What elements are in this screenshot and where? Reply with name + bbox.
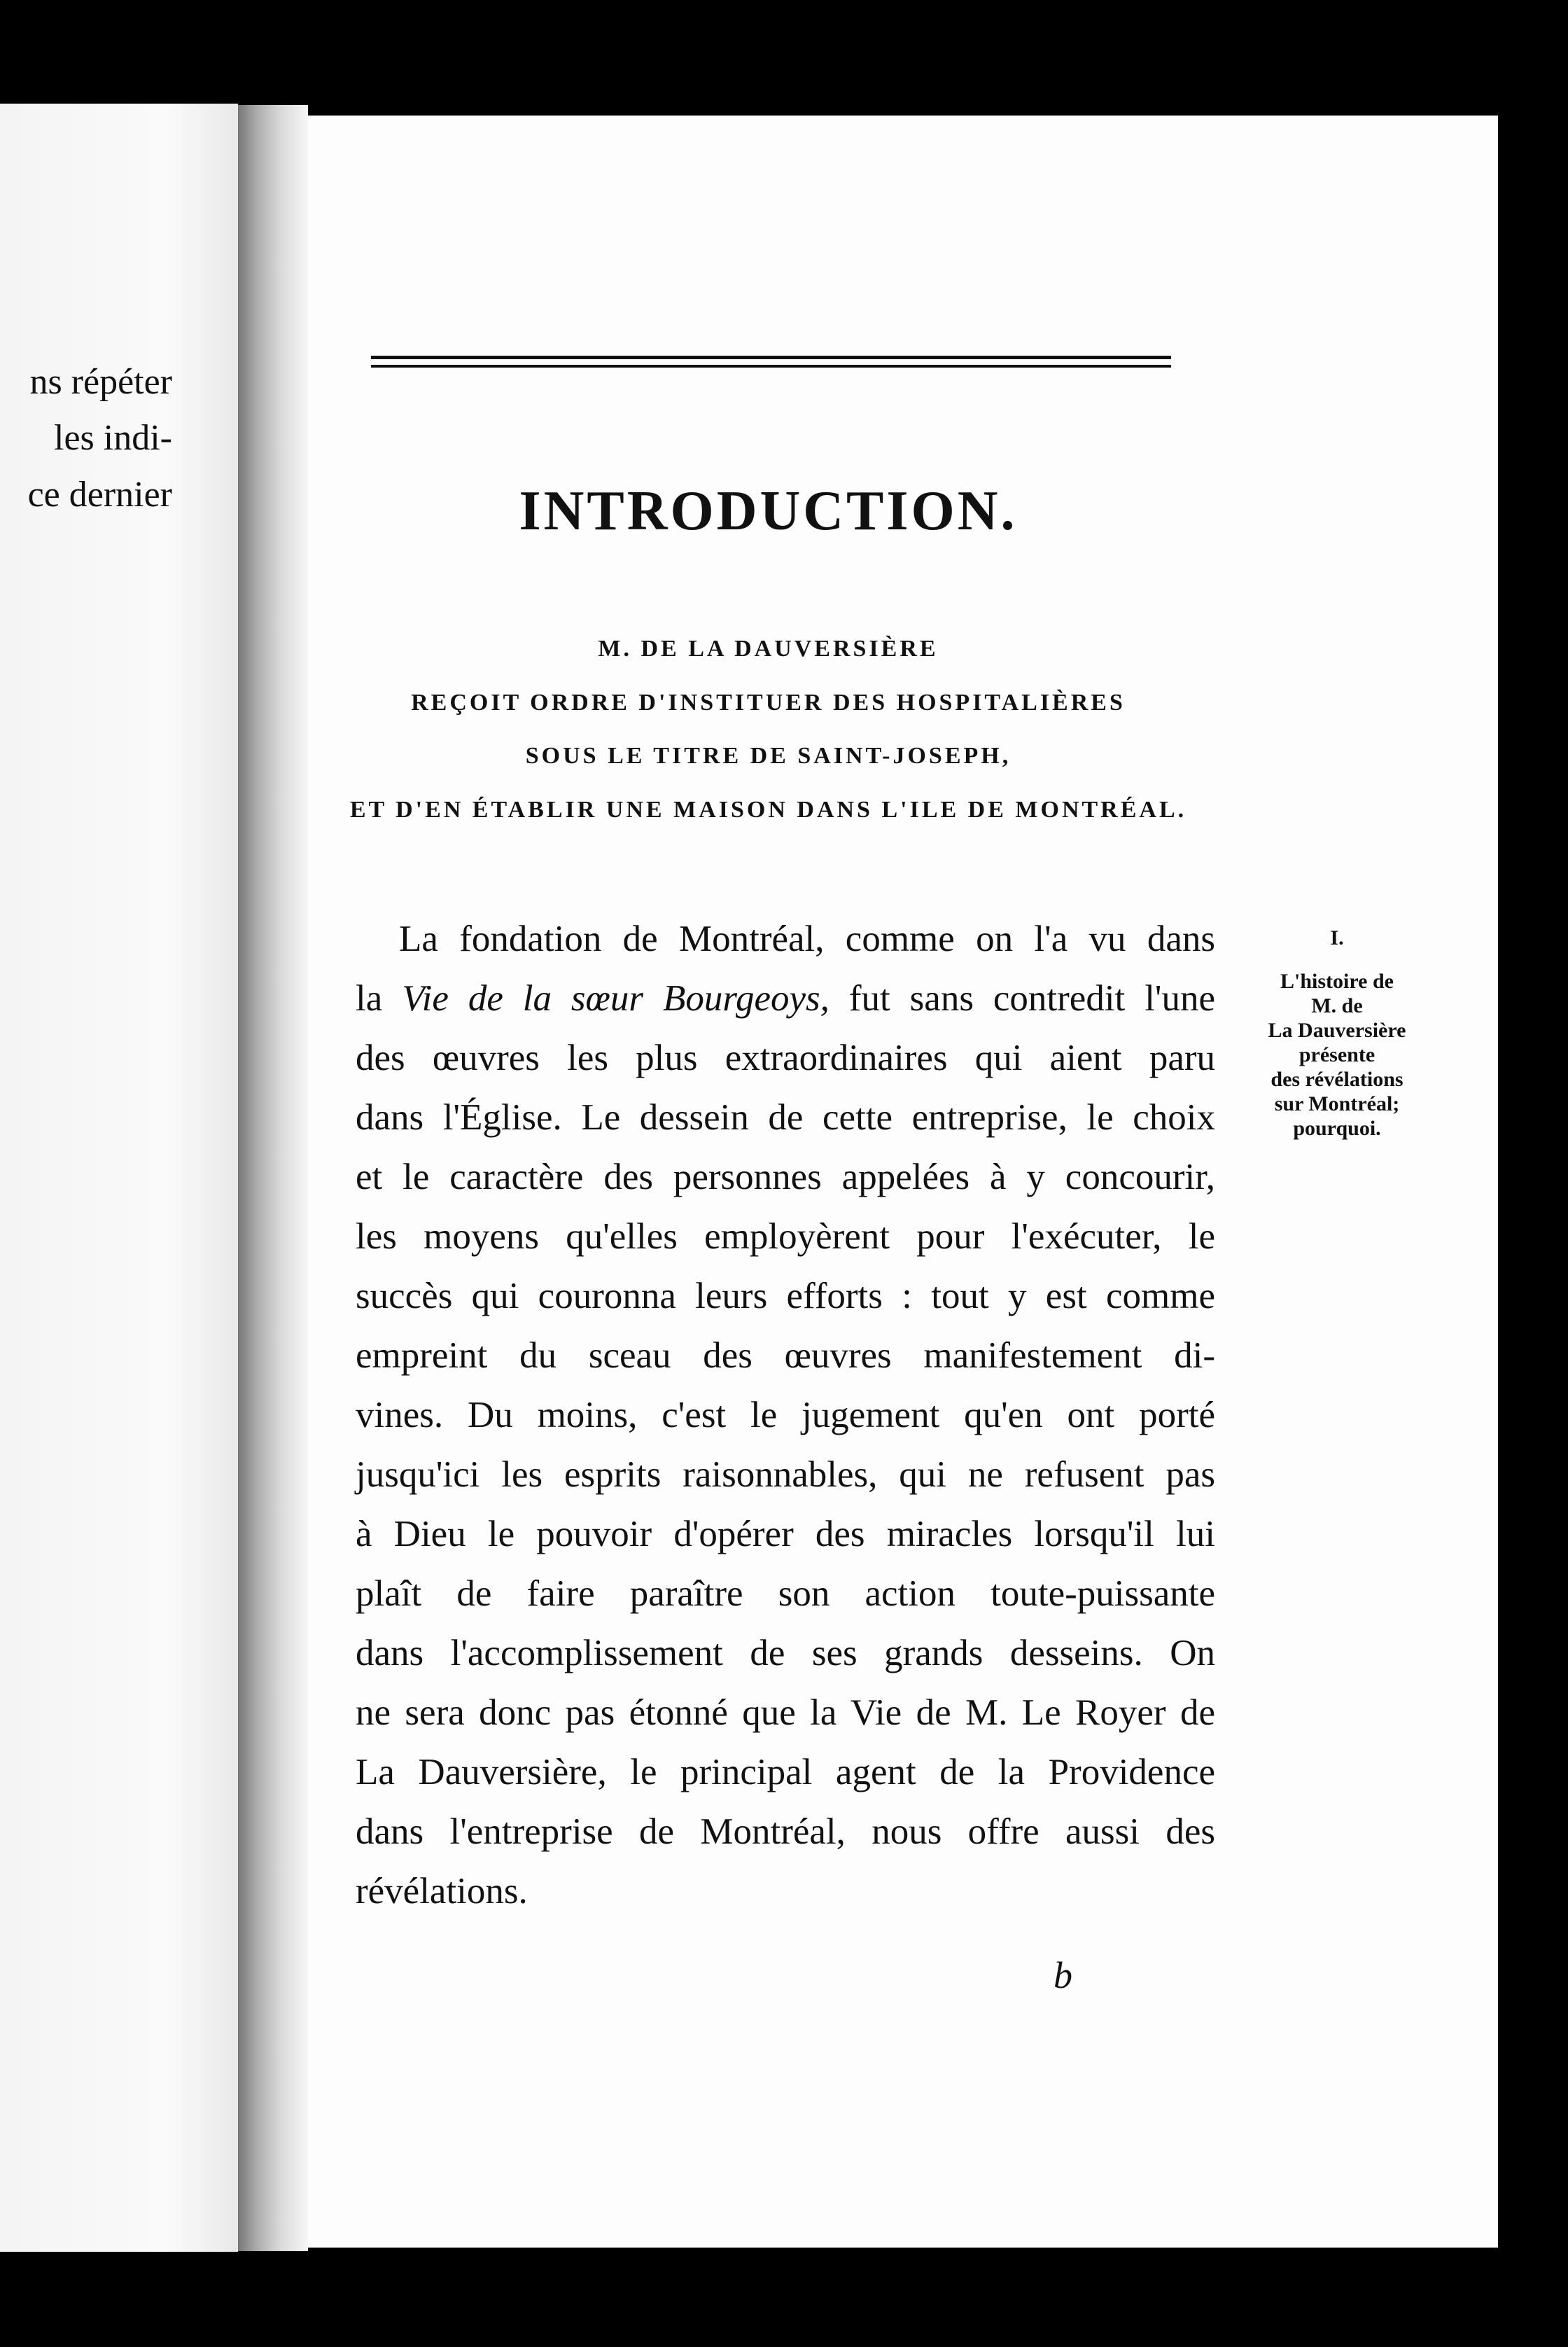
margin-note-line: pourquoi. [1293,1117,1381,1140]
body-line: ne sera donc pas étonné que la Vie de M. Le Royer de [356,1692,1215,1733]
summary-line: SOUS LE TITRE DE SAINT-JOSEPH, [525,743,1011,769]
margin-note-line: La Dauversière [1268,1019,1406,1042]
body-line: dans l'entreprise de Montréal, nous offre aussi des [356,1811,1215,1852]
heading-rule-thin [371,365,1171,368]
previous-page-line: les indi- [54,418,172,458]
body-line: La fondation de Montréal, comme on l'a vu dans [399,919,1215,959]
margin-note-line: des révélations [1270,1068,1404,1091]
margin-note-line: M. de [1311,994,1363,1017]
body-line: La Dauversière, le principal agent de la Providence [356,1752,1215,1792]
body-line [356,980,1215,1017]
margin-note-line: I. [1330,926,1344,949]
body-line: les moyens qu'elles employèrent pour l'exécuter, le [356,1216,1215,1257]
summary-line: ET D'EN ÉTABLIR UNE MAISON DANS L'ILE DE MONTRÉAL. [349,797,1187,823]
body-line: plaît de faire paraître son action toute-puissante [356,1573,1215,1614]
body-line: dans l'Église. Le dessein de cette entreprise, le choix [356,1097,1215,1138]
signature-mark: b [1054,1954,1072,1996]
previous-page-line: ce dernier [27,475,172,515]
margin-note-line: sur Montréal; [1274,1092,1400,1115]
margin-note-line: L'histoire de [1280,970,1394,993]
body-line: des œuvres les plus extraordinaires qui aient paru [356,1038,1215,1078]
margin-note-line: présente [1298,1043,1376,1066]
body-line: à Dieu le pouvoir d'opérer des miracles lorsqu'il lui [356,1514,1215,1554]
main-page [308,116,1498,2248]
page-title: INTRODUCTION. [519,480,1018,542]
body-line: dans l'accomplissement de ses grands desseins. On [356,1633,1215,1673]
previous-page-line: ns répéter [29,362,172,402]
body-line: vines. Du moins, c'est le jugement qu'en ont porté [356,1395,1215,1435]
body-line: jusqu'ici les esprits raisonnables, qui ne refusent pas [356,1454,1215,1495]
summary-line: REÇOIT ORDRE D'INSTITUER DES HOSPITALIÈRES [411,690,1126,716]
body-line: révélations. [356,1871,528,1911]
body-line: succès qui couronna leurs efforts : tout y est comme [356,1276,1215,1316]
heading-rule-thick [371,356,1171,359]
summary-line: M. DE LA DAUVERSIÈRE [598,636,939,662]
body-line: empreint du sceau des œuvres manifestement di- [356,1335,1215,1376]
body-line: et le caractère des personnes appelées à y concourir, [356,1157,1215,1197]
italic-title: Vie de la sœur Bourgeoys, [402,978,830,1019]
body-text: la [356,978,402,1019]
body-text: fut sans contredit l'une [829,978,1216,1019]
previous-page [0,104,238,2252]
page-gutter [238,105,308,2251]
